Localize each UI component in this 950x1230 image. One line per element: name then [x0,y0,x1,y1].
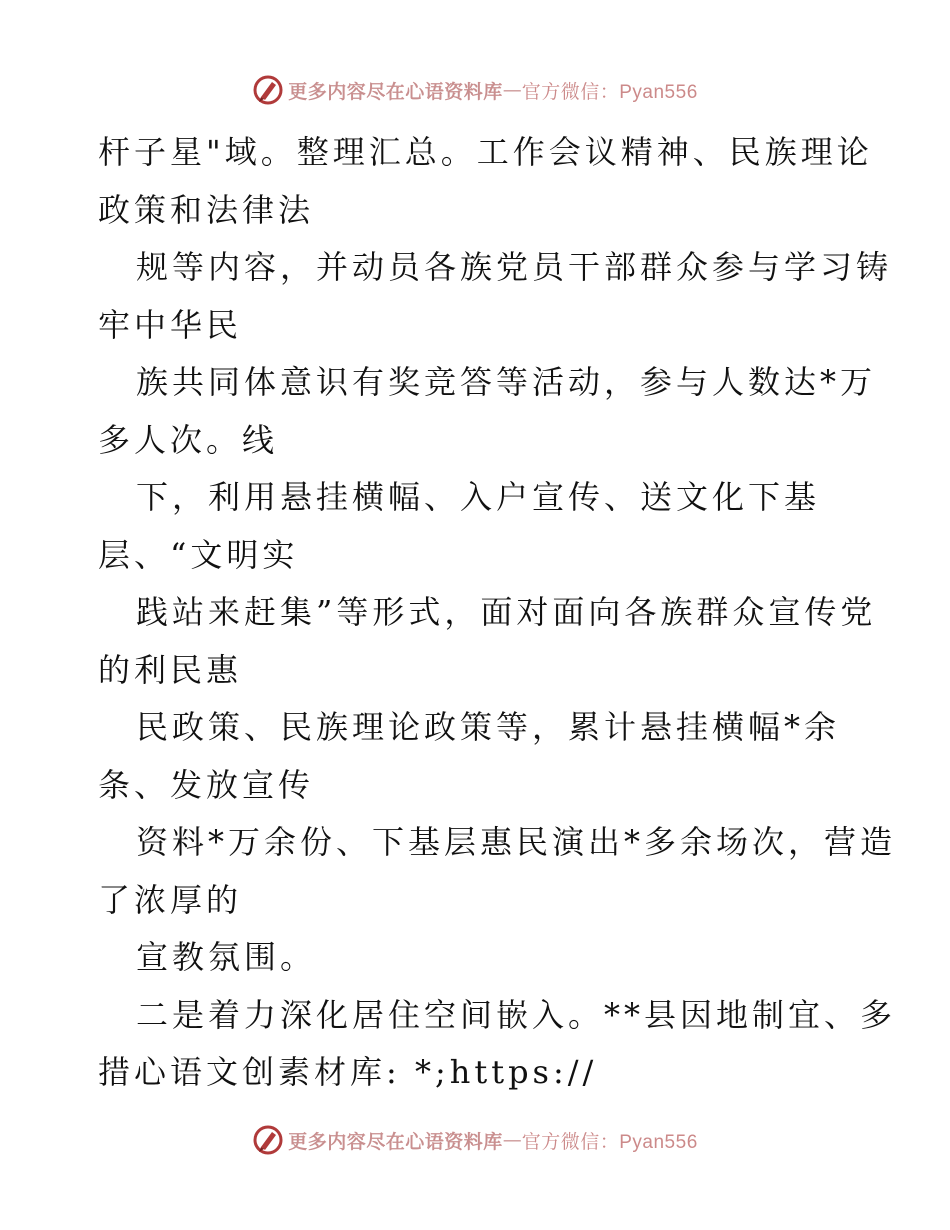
body-line: 层、“文明实 [98,535,299,574]
banner-contact-text: 官方微信：Pyan556 [521,1131,698,1153]
body-line: 宣教氛围。 [136,938,317,976]
body-line: 政策和法律法 [98,190,315,229]
body-line: 杆子星"域。整理汇总。工作会议精神、民族理论 [98,133,873,171]
body-line: 资料*万余份、下基层惠民演出*多余场次，营造 [136,823,897,861]
body-line: 践站来赶集”等形式，面对面向各族群众宣传党 [136,593,877,631]
footer-banner [0,1120,950,1160]
pen-logo-icon [252,74,284,106]
banner-site-text: 更多内容尽在心语资料库 [288,80,503,103]
body-line: 族共同体意识有奖竞答等活动，参与人数达*万 [136,363,877,401]
pen-logo-icon [252,1124,284,1156]
body-line: 的利民惠 [98,650,243,689]
body-line: 规等内容，并动员各族党员干部群众参与学习铸 [136,248,893,286]
header-banner [0,70,950,110]
body-line: 条、发放宣传 [98,765,315,804]
body-line: 措心语文创素材库: *;https:// [98,1053,598,1091]
document-body [98,124,897,1102]
body-line: 二是着力深化居住空间嵌入。**县因地制宜、多 [136,995,897,1034]
banner-dash: — [502,1129,522,1151]
body-line: 了浓厚的 [98,880,243,919]
banner-site-text: 更多内容尽在心语资料库 [288,1130,503,1153]
body-line: 多人次。线 [98,420,279,459]
body-line: 下，利用悬挂横幅、入户宣传、送文化下基 [136,478,821,516]
body-line: 民政策、民族理论政策等，累计悬挂横幅*余 [136,708,841,746]
body-line: 牢中华民 [98,305,243,344]
banner-contact-text: 官方微信：Pyan556 [521,81,698,103]
banner-dash: — [502,79,522,101]
